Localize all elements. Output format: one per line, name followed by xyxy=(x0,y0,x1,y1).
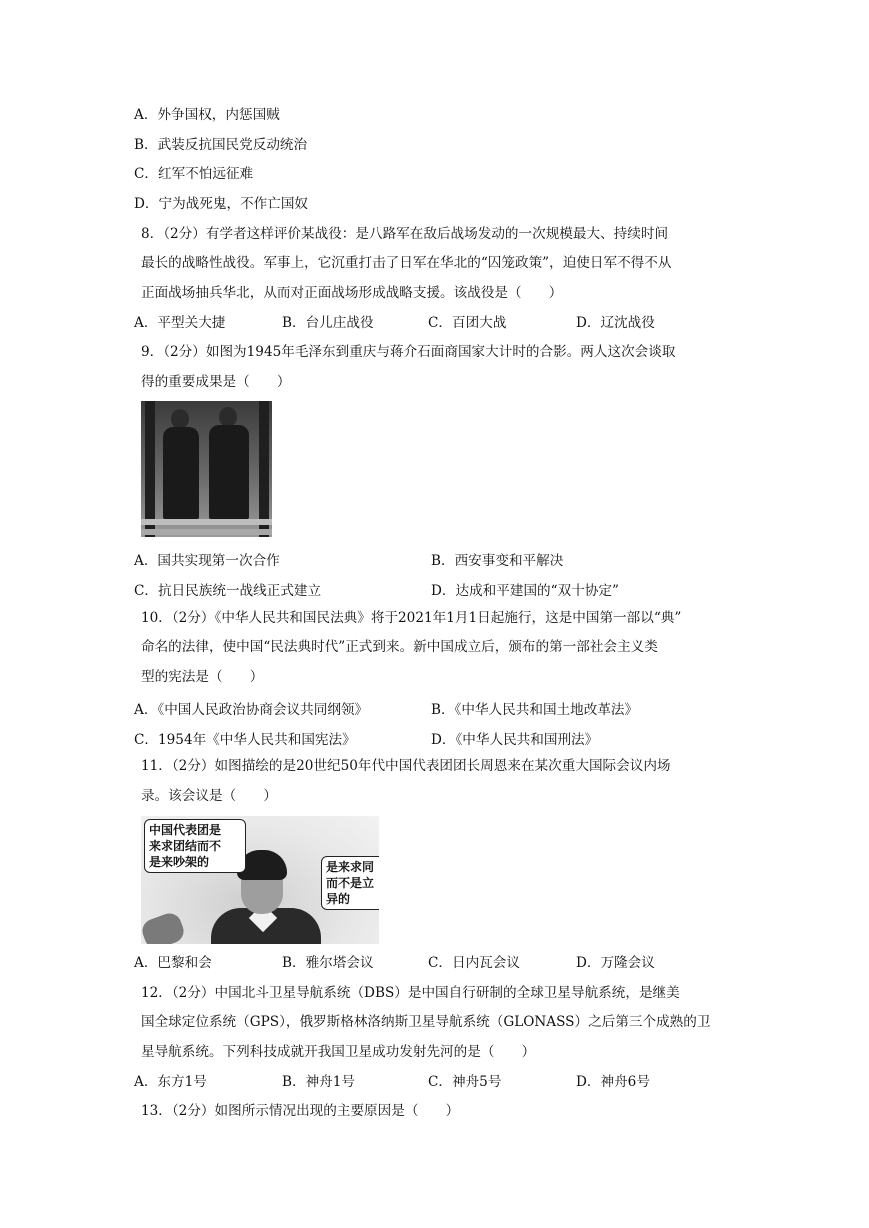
q8-option-d: D．辽沈战役 xyxy=(576,315,655,331)
q9-option-b: B．西安事变和平解决 xyxy=(431,553,564,569)
q12-option-a: A．东方1号 xyxy=(134,1074,207,1090)
speech-bubble-right xyxy=(321,856,379,910)
q11-stem-line-1: 11．（2分）如图描绘的是20世纪50年代中国代表团团长周恩来在某次重大国际会议内场 xyxy=(141,758,671,774)
bubble-left-line: 中国代表团是 xyxy=(149,823,222,837)
q9-option-d: D．达成和平建国的“双十协定” xyxy=(431,583,619,599)
q8-option-b: B．台儿庄战役 xyxy=(282,315,374,331)
q7-option-c: C．红军不怕远征难 xyxy=(134,166,254,182)
q10-option-d: D．《中华人民共和国刑法》 xyxy=(431,732,599,748)
q11-stem-line-2: 录。该会议是（ ） xyxy=(141,788,277,804)
q11-option-d: D．万隆会议 xyxy=(576,955,655,971)
q12-stem-line-2: 国全球定位系统（GPS），俄罗斯格林洛纳斯卫星导航系统（GLONASS）之后第三个成熟的卫 xyxy=(141,1014,711,1030)
speech-bubble-left xyxy=(144,819,246,873)
q11-option-c: C．日内瓦会议 xyxy=(428,955,520,971)
bubble-right-line: 而不是立 xyxy=(326,876,375,890)
q12-option-c: C．神舟5号 xyxy=(428,1074,502,1090)
q10-stem-line-1: 10．（2分）《中华人民共和国民法典》将于2021年1月1日起施行，这是中国第一部以“典” xyxy=(141,610,682,626)
q9-stem-line-2: 得的重要成果是（ ） xyxy=(141,374,291,390)
q9-option-a: A．国共实现第一次合作 xyxy=(134,553,280,569)
q10-option-b: B．《中华人民共和国土地改革法》 xyxy=(431,702,639,718)
q10-stem-line-3: 型的宪法是（ ） xyxy=(141,669,264,685)
q8-option-c: C．百团大战 xyxy=(428,315,507,331)
q11-option-a: A．巴黎和会 xyxy=(134,955,212,971)
q10-options-row-2 xyxy=(134,728,734,746)
q9-option-c: C．抗日民族统一战线正式建立 xyxy=(134,583,322,599)
q10-options-row-1 xyxy=(134,698,734,716)
q8-stem-line-2: 最长的战略性战役。军事上，它沉重打击了日军在华北的“囚笼政策”，迫使日军不得不从 xyxy=(141,255,672,271)
q11-option-b: B．雅尔塔会议 xyxy=(282,955,374,971)
bubble-right-line: 是来求同 xyxy=(326,860,375,874)
q10-option-a: A．《中国人民政治协商会议共同纲领》 xyxy=(134,702,369,718)
q7-option-d: D．宁为战死鬼，不作亡国奴 xyxy=(134,196,309,212)
q13-stem-line-1: 13．（2分）如图所示情况出现的主要原因是（ ） xyxy=(141,1103,460,1119)
q12-option-b: B．神舟1号 xyxy=(282,1074,356,1090)
q12-option-d: D．神舟6号 xyxy=(576,1074,650,1090)
q8-stem-line-1: 8．（2分）有学者这样评价某战役：是八路军在敌后战场发动的一次规模最大、持续时间 xyxy=(141,226,669,242)
q7-option-b: B．武装反抗国民党反动统治 xyxy=(134,137,308,153)
q8-stem-line-3: 正面战场抽兵华北，从而对正面战场形成战略支援。该战役是（ ） xyxy=(141,285,563,301)
q8-option-a: A．平型关大捷 xyxy=(134,315,226,331)
bubble-left-line: 是来吵架的 xyxy=(149,855,210,869)
q12-stem-line-3: 星导航系统。下列科技成就开我国卫星成功发射先河的是（ ） xyxy=(141,1044,536,1060)
q9-options-row-2 xyxy=(134,579,734,597)
q7-option-a: A．外争国权，内惩国贼 xyxy=(134,107,280,123)
q10-stem-line-2: 命名的法律，使中国“民法典时代”正式到来。新中国成立后，颁布的第一部社会主义类 xyxy=(141,639,658,655)
q10-option-c: C．1954年《中华人民共和国宪法》 xyxy=(134,732,356,748)
q12-stem-line-1: 12．（2分）中国北斗卫星导航系统（DBS）是中国自行研制的全球卫星导航系统，是继美 xyxy=(141,985,680,1001)
q9-options-row-1 xyxy=(134,549,734,567)
q9-stem-line-1: 9．（2分）如图为1945年毛泽东到重庆与蒋介石面商国家大计时的合影。两人这次会谈取 xyxy=(141,344,676,360)
q11-cartoon-zhou-enlai xyxy=(141,816,379,944)
bubble-right-line: 异的 xyxy=(326,892,351,906)
bubble-left-line: 来求团结而不 xyxy=(149,839,222,853)
q9-photo-mao-chiang xyxy=(141,401,272,537)
